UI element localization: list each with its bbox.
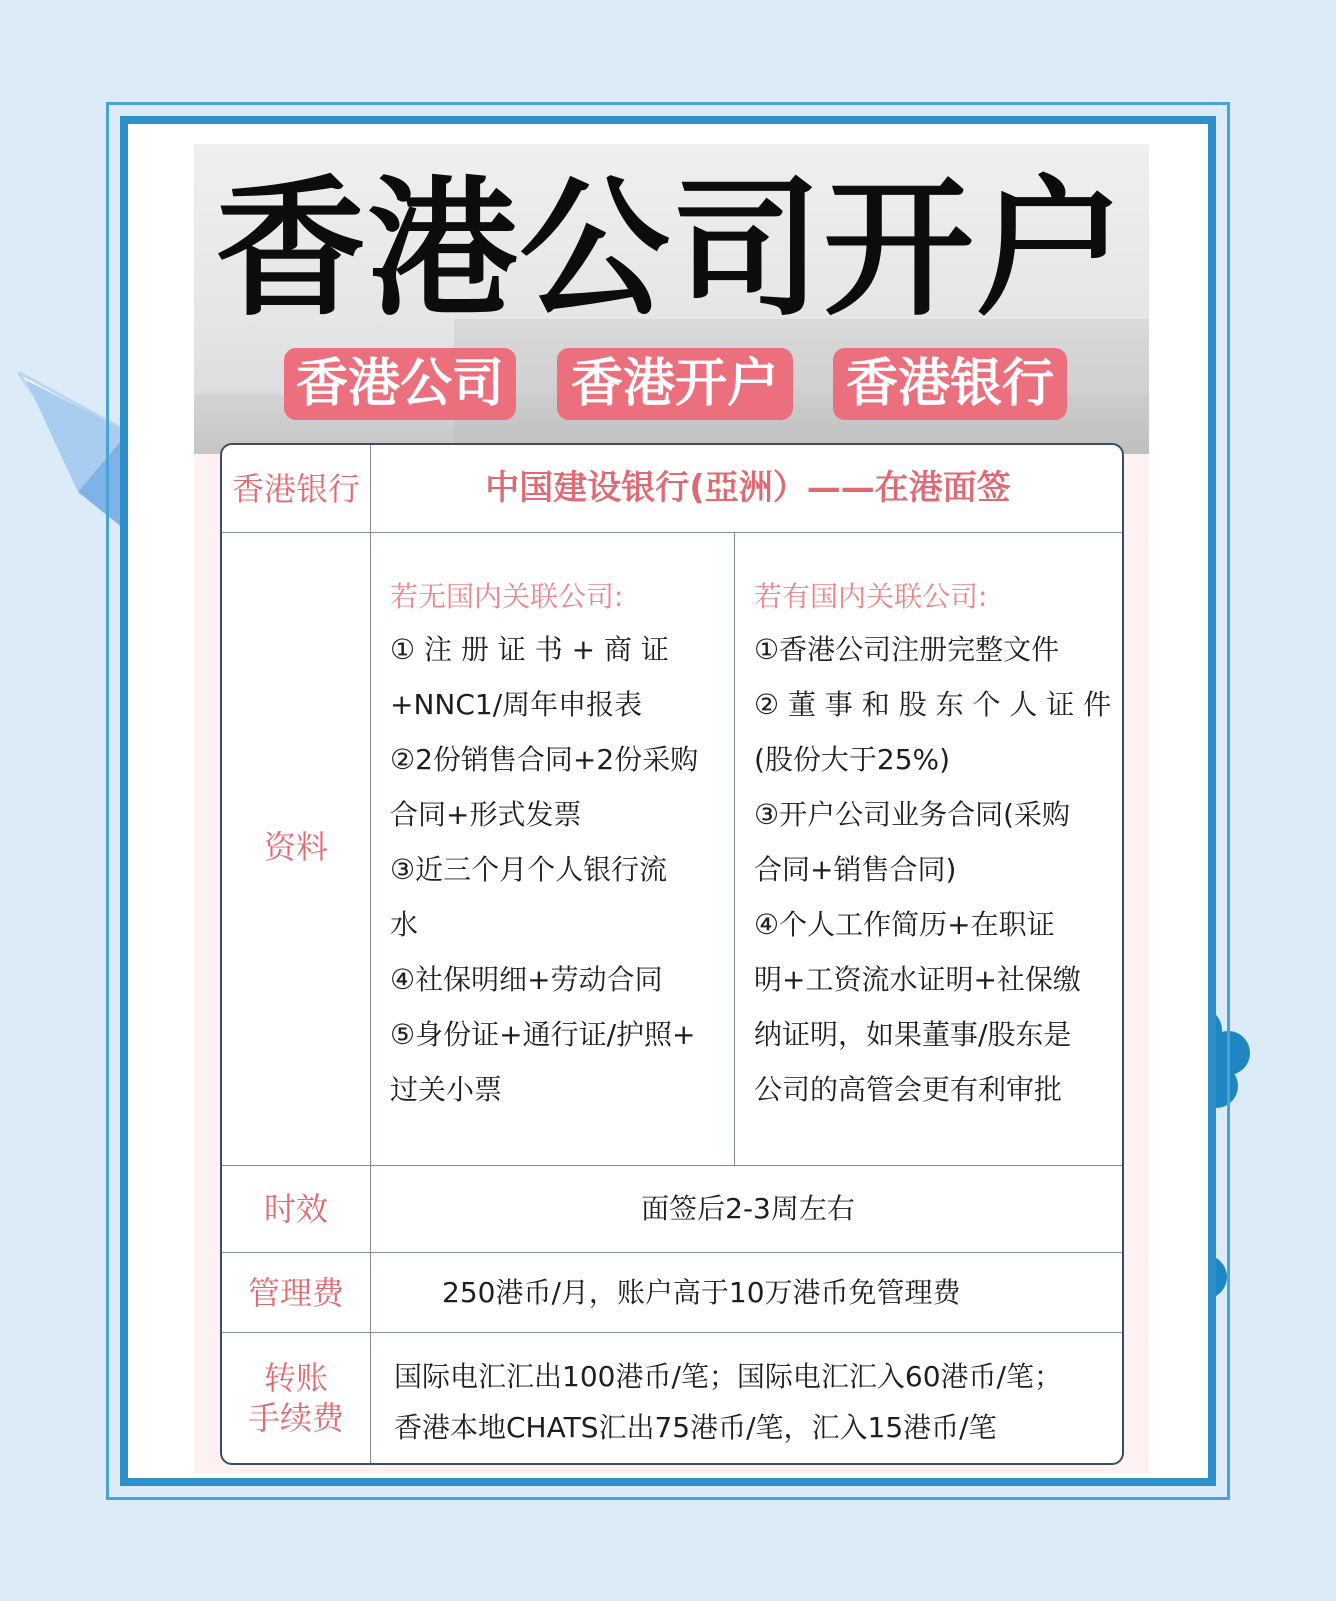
transfer-label-line2: 手续费 [247,1399,344,1437]
list-item: 过关小票 [390,1073,503,1106]
bank-label: 香港银行 [231,470,360,508]
transfer-line-2: 香港本地CHATS汇出75港币/笔，汇入15港币/笔 [394,1411,997,1444]
list-item: ①香港公司注册完整文件 [754,633,1060,666]
docs-left-list [390,622,698,1117]
tag-hk-account: 香港开户 [557,348,793,420]
fee-label: 管理费 [247,1274,344,1312]
time-value: 面签后2-3周左右 [641,1192,855,1225]
list-item: 纳证明，如果董事/股东是 [754,1018,1072,1051]
docs-left-title: 若无国内关联公司: [390,580,624,613]
tag-hk-company: 香港公司 [284,348,516,420]
info-table [220,443,1124,1465]
docs-label: 资料 [263,828,328,866]
page-title: 香港公司开户 [215,163,1128,337]
fee-value: 250港币/月，账户高于10万港币免管理费 [442,1276,961,1309]
list-item: ⑤身份证+通行证/护照+ [390,1018,696,1051]
bank-value: 中国建设银行(亞洲）——在港面签 [485,468,1011,508]
time-label: 时效 [263,1190,328,1228]
list-item: ② 董 事 和 股 东 个 人 证 件 [754,688,1112,721]
list-item: 公司的高管会更有利审批 [754,1073,1063,1106]
list-item: ④个人工作简历+在职证 [754,908,1055,941]
list-item: (股份大于25%) [754,743,951,776]
list-item: 合同+销售合同) [754,853,957,886]
transfer-line-1: 国际电汇汇出100港币/笔；国际电汇汇入60港币/笔； [394,1360,1062,1393]
list-item: ③开户公司业务合同(采购 [754,798,1071,831]
list-item: ②2份销售合同+2份采购 [390,743,699,776]
list-item: ③近三个月个人银行流 [390,853,668,886]
docs-right-title: 若有国内关联公司: [754,580,988,613]
transfer-label-line1: 转账 [263,1359,328,1397]
list-item: 明+工资流水证明+社保缴 [754,963,1081,996]
list-item: +NNC1/周年申报表 [390,688,643,721]
list-item: 水 [390,908,419,941]
list-item: ④社保明细+劳动合同 [390,963,663,996]
list-item: ① 注 册 证 书 + 商 证 [390,633,669,666]
tag-hk-bank: 香港银行 [833,348,1067,420]
docs-right-list [754,622,1111,1117]
list-item: 合同+形式发票 [390,798,582,831]
